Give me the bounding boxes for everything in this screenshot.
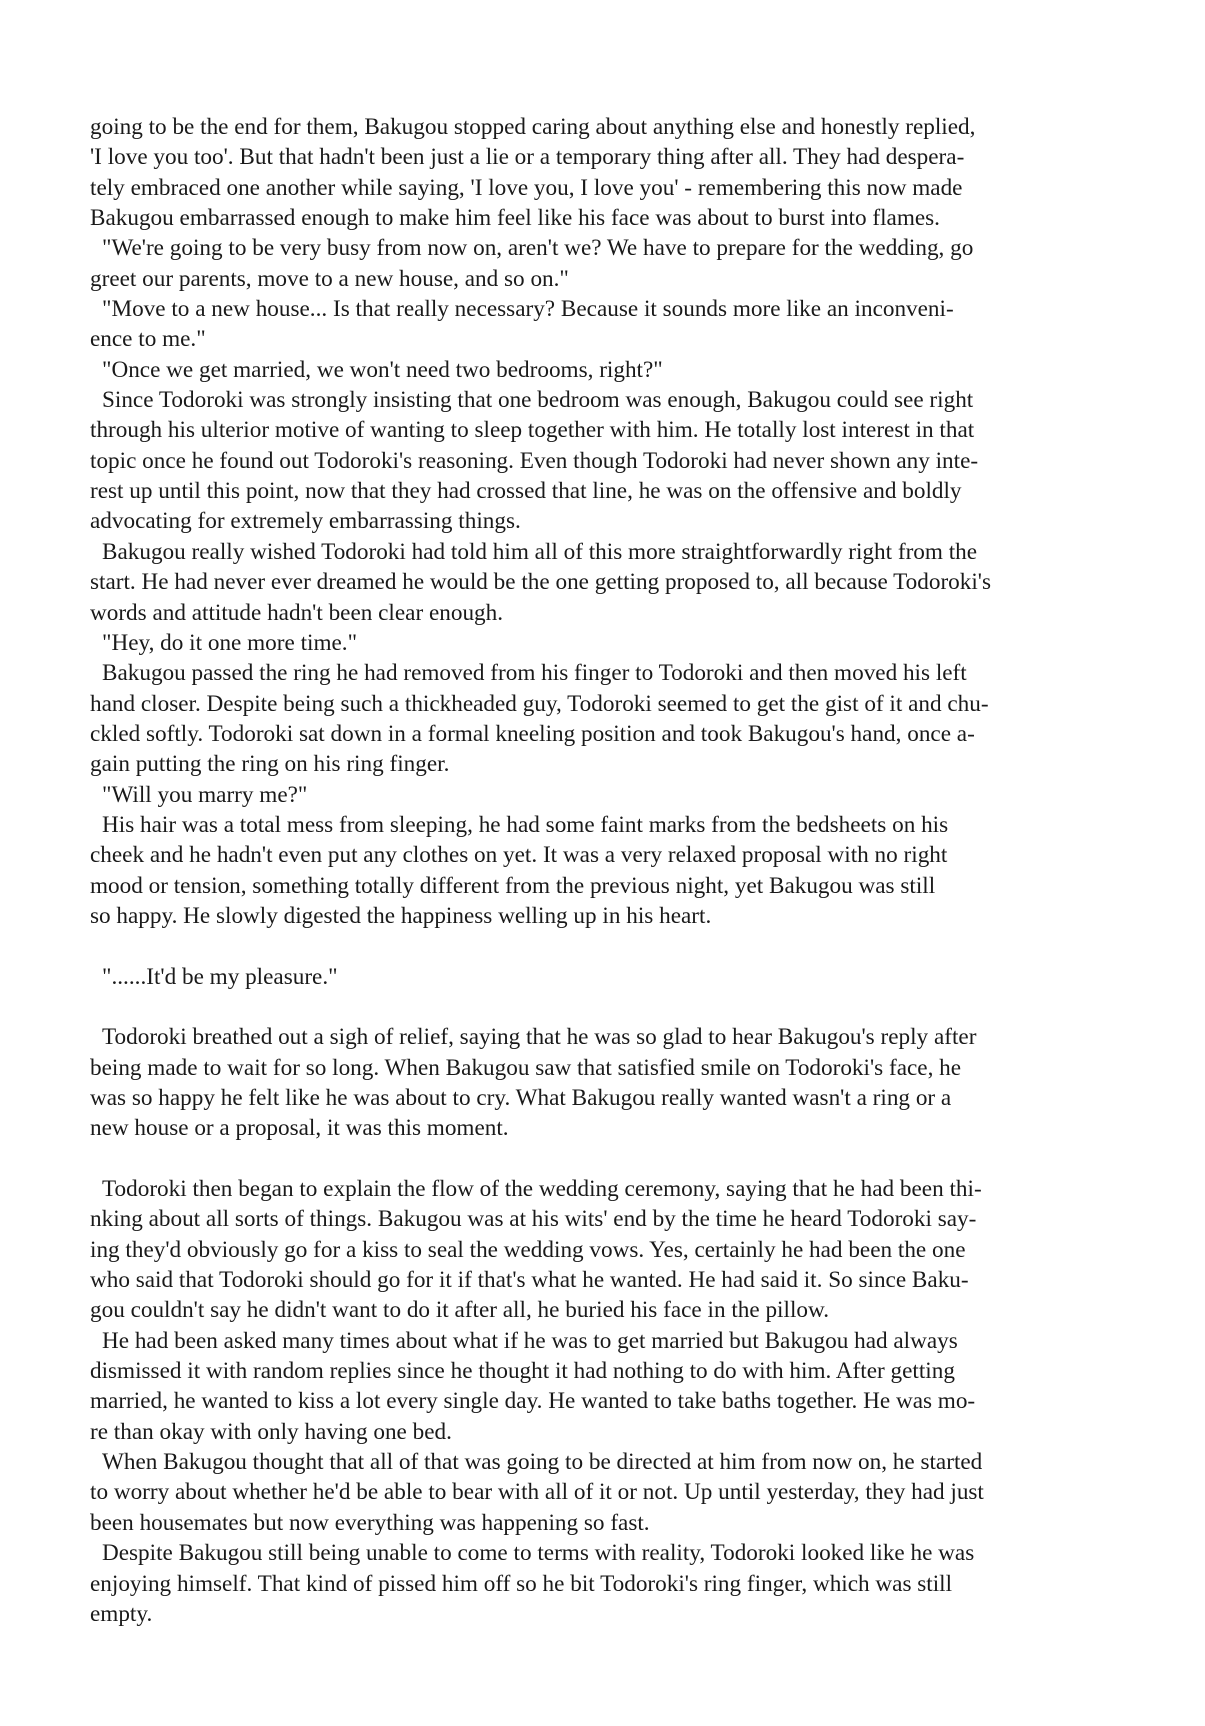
text-line: been housemates but now everything was happening so fast. [90, 1509, 650, 1536]
text-line: start. He had never ever dreamed he would be the one getting proposed to, all because Todoroki's [90, 569, 991, 596]
text-line: 'I love you too'. But that hadn't been just a lie or a temporary thing after all. They had despera- [90, 144, 965, 171]
text-line: being made to wait for so long. When Bakugou saw that satisfied smile on Todoroki's face, he [90, 1054, 962, 1081]
text-line: Bakugou embarrassed enough to make him feel like his face was about to burst into flames. [90, 205, 940, 232]
story-page [90, 112, 1150, 1629]
text-line: hand closer. Despite being such a thickheaded guy, Todoroki seemed to get the gist of it and chu- [90, 690, 989, 717]
paragraph-gap [90, 931, 1150, 961]
text-line: new house or a proposal, it was this moment. [90, 1115, 509, 1142]
text-line: re than okay with only having one bed. [90, 1418, 452, 1445]
text-line: nking about all sorts of things. Bakugou was at his wits' end by the time he heard Todoroki say- [90, 1206, 977, 1233]
text-line: gou couldn't say he didn't want to do it after all, he buried his face in the pillow. [90, 1297, 830, 1324]
text-line: greet our parents, move to a new house, and so on." [90, 265, 569, 292]
text-line: so happy. He slowly digested the happiness welling up in his heart. [90, 902, 712, 929]
paragraph-gap [90, 1144, 1150, 1174]
text-line: "Once we get married, we won't need two bedrooms, right?" [102, 356, 663, 383]
text-line: His hair was a total mess from sleeping, he had some faint marks from the bedsheets on his [102, 811, 949, 838]
text-line: empty. [90, 1600, 153, 1627]
paragraph-gap [90, 992, 1150, 1022]
text-line: dismissed it with random replies since he thought it had nothing to do with him. After getting [90, 1358, 955, 1385]
text-line: "We're going to be very busy from now on, aren't we? We have to prepare for the wedding, go [102, 235, 974, 262]
text-line: going to be the end for them, Bakugou stopped caring about anything else and honestly replied, [90, 114, 976, 140]
text-line: enjoying himself. That kind of pissed him off so he bit Todoroki's ring finger, which was still [90, 1570, 953, 1597]
text-line: mood or tension, something totally different from the previous night, yet Bakugou was still [90, 872, 936, 899]
text-line: "Will you marry me?" [102, 781, 308, 808]
text-line: Despite Bakugou still being unable to come to terms with reality, Todoroki looked like he was [102, 1540, 975, 1567]
text-line: cheek and he hadn't even put any clothes on yet. It was a very relaxed proposal with no right [90, 842, 948, 869]
text-line: ing they'd obviously go for a kiss to seal the wedding vows. Yes, certainly he had been the one [90, 1236, 966, 1263]
text-line: gain putting the ring on his ring finger. [90, 751, 450, 778]
text-line: He had been asked many times about what if he was to get married but Bakugou had always [102, 1327, 958, 1354]
text-line: was so happy he felt like he was about to cry. What Bakugou really wanted wasn't a ring or a [90, 1085, 952, 1111]
text-line: When Bakugou thought that all of that was going to be directed at him from now on, he started [102, 1449, 983, 1476]
text-line: ckled softly. Todoroki sat down in a formal kneeling position and took Bakugou's hand, once a- [90, 720, 975, 747]
text-line: Bakugou really wished Todoroki had told him all of this more straightforwardly right from the [102, 538, 978, 565]
text-line: married, he wanted to kiss a lot every single day. He wanted to take baths together. He was mo- [90, 1388, 976, 1415]
text-line: advocating for extremely embarrassing things. [90, 508, 521, 535]
text-line: "Hey, do it one more time." [102, 629, 358, 656]
text-line: Since Todoroki was strongly insisting that one bedroom was enough, Bakugou could see right [102, 387, 974, 414]
text-line: Todoroki breathed out a sigh of relief, saying that he was so glad to hear Bakugou's reply after [102, 1024, 977, 1051]
text-line: ence to me." [90, 326, 206, 353]
text-line: tely embraced one another while saying, 'I love you, I love you' - remembering this now made [90, 174, 963, 201]
text-line: "Move to a new house... Is that really necessary? Because it sounds more like an inconveni- [102, 296, 954, 323]
text-line: words and attitude hadn't been clear enough. [90, 599, 504, 626]
text-line: who said that Todoroki should go for it if that's what he wanted. He had said it. So since Baku- [90, 1267, 969, 1294]
text-line: Bakugou passed the ring he had removed from his finger to Todoroki and then moved his left [102, 660, 967, 687]
text-line: "......It'd be my pleasure." [102, 963, 338, 990]
text-line: rest up until this point, now that they had crossed that line, he was on the offensive and boldly [90, 478, 962, 505]
text-line: topic once he found out Todoroki's reasoning. Even though Todoroki had never shown any inte- [90, 447, 979, 474]
text-line: Todoroki then began to explain the flow of the wedding ceremony, saying that he had been thi- [102, 1176, 982, 1203]
text-line: through his ulterior motive of wanting to sleep together with him. He totally lost interest in that [90, 417, 975, 444]
text-line: to worry about whether he'd be able to bear with all of it or not. Up until yesterday, they had just [90, 1479, 984, 1506]
